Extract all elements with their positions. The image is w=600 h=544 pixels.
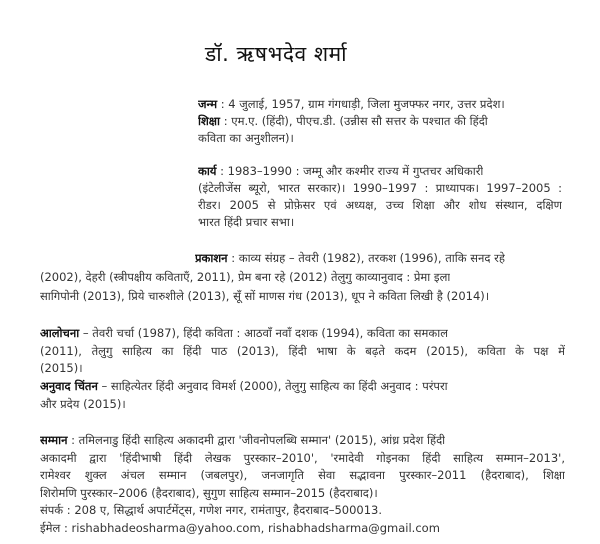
education-line — [198, 113, 488, 129]
page-title: डॉ. ऋषभदेव शर्मा — [205, 42, 348, 66]
education-text-2: कविता का अनुशीलन)। — [198, 131, 294, 145]
criticism-line — [40, 325, 448, 341]
email-text: : rishabhadeosharma@yahoo.com, rishabhadsharma@gmail.com — [63, 521, 440, 535]
career-text-4: भारत हिंदी प्रचार सभा। — [198, 215, 295, 229]
translation-line — [40, 378, 448, 394]
career-line — [198, 163, 483, 179]
honors-text: : तमिलनाडु हिंदी साहित्य अकादमी द्वारा 'जीवनोपलब्धि सम्मान' (2015), आंध्र प्रदेश हिंदी — [71, 433, 446, 447]
honors-text-3: रामेश्वर शुक्ल अंचल सम्मान (जबलपुर), जनजागृति सेवा सद्भावना पुरस्कार–2011 (हैदराबाद), शिक्षा — [40, 468, 565, 482]
publications-label: प्रकाशन — [195, 251, 228, 265]
publications-text-2: (2002), देहरी (स्त्रीपक्षीय कविताएँ, 2011), प्रेम बना रहे (2012) तेलुगु काव्यानुवाद : प्रेमा इला — [40, 270, 451, 284]
email-label: ईमेल — [40, 521, 61, 535]
translation-text-2: और प्रदेय (2015)। — [40, 397, 126, 411]
career-text-2: (इंटेलीजेंस ब्यूरो, भारत सरकार)। 1990–1997 : प्राध्यापक। 1997–2005 : — [198, 181, 562, 195]
birth-label: जन्म — [198, 97, 218, 111]
birth-line — [198, 96, 505, 112]
contact-label: संपर्क — [40, 503, 64, 517]
education-label: शिक्षा — [198, 114, 221, 128]
email-line — [40, 520, 440, 536]
criticism-text: – तेवरी चर्चा (1987), हिंदी कविता : आठवाँ नवाँ दशक (1994), कविता का समकाल — [82, 326, 449, 340]
honors-text-2: अकादमी द्वारा 'हिंदीभाषी हिंदी लेखक पुरस्कार–2010', 'रमादेवी गोइनका हिंदी साहित्य सम्मान–2013', — [40, 451, 565, 465]
contact-text: : 208 ए, सिद्धार्थ अपार्टमेंट्स, गणेश नगर, रामंतापुर, हैदराबाद–500013. — [66, 503, 383, 517]
criticism-text-2: (2011), तेलुगु साहित्य का हिंदी पाठ (2013), हिंदी भाषा के बढ़ते कदम (2015), कविता के पक्ष में — [40, 344, 565, 358]
birth-text: : 4 जुलाई, 1957, ग्राम गंगधाड़ी, जिला मुजफ्फर नगर, उत्तर प्रदेश। — [220, 97, 505, 111]
criticism-text-3: (2015)। — [40, 361, 83, 375]
honors-line — [40, 432, 445, 448]
translation-text: – साहित्येतर हिंदी अनुवाद विमर्श (2000), तेलुगु साहित्य का हिंदी अनुवाद : परंपरा — [101, 379, 448, 393]
career-text-3: रीडर। 2005 से प्रोफ़ेसर एवं अध्यक्ष, उच्च शिक्षा और शोध संस्थान, दक्षिण — [198, 198, 562, 212]
publications-line — [195, 250, 505, 266]
contact-line — [40, 502, 382, 518]
publications-text: : काव्य संग्रह – तेवरी (1982), तरकश (1996), ताकि सनद रहे — [231, 251, 505, 265]
honors-text-4: शिरोमणि पुरस्कार–2006 (हैदराबाद), सुगुण साहित्य सम्मान–2015 (हैदराबाद)। — [40, 486, 378, 500]
career-text: : 1983–1990 : जम्मू और कश्मीर राज्य में गुप्तचर अधिकारी — [220, 164, 484, 178]
honors-label: सम्मान — [40, 433, 68, 447]
criticism-label: आलोचना — [40, 326, 80, 340]
education-text: : एम.ए. (हिंदी), पीएच.डी. (उन्नीस सौ सत्तर के पश्चात की हिंदी — [223, 114, 488, 128]
career-label: कार्य — [198, 164, 217, 178]
publications-text-3: सागिपोनी (2013), प्रिये चारुशीले (2013), सूँ सों माणस गंध (2013), धूप ने कविता लिखी है (2014)। — [40, 289, 490, 303]
translation-label: अनुवाद चिंतन — [40, 379, 98, 393]
